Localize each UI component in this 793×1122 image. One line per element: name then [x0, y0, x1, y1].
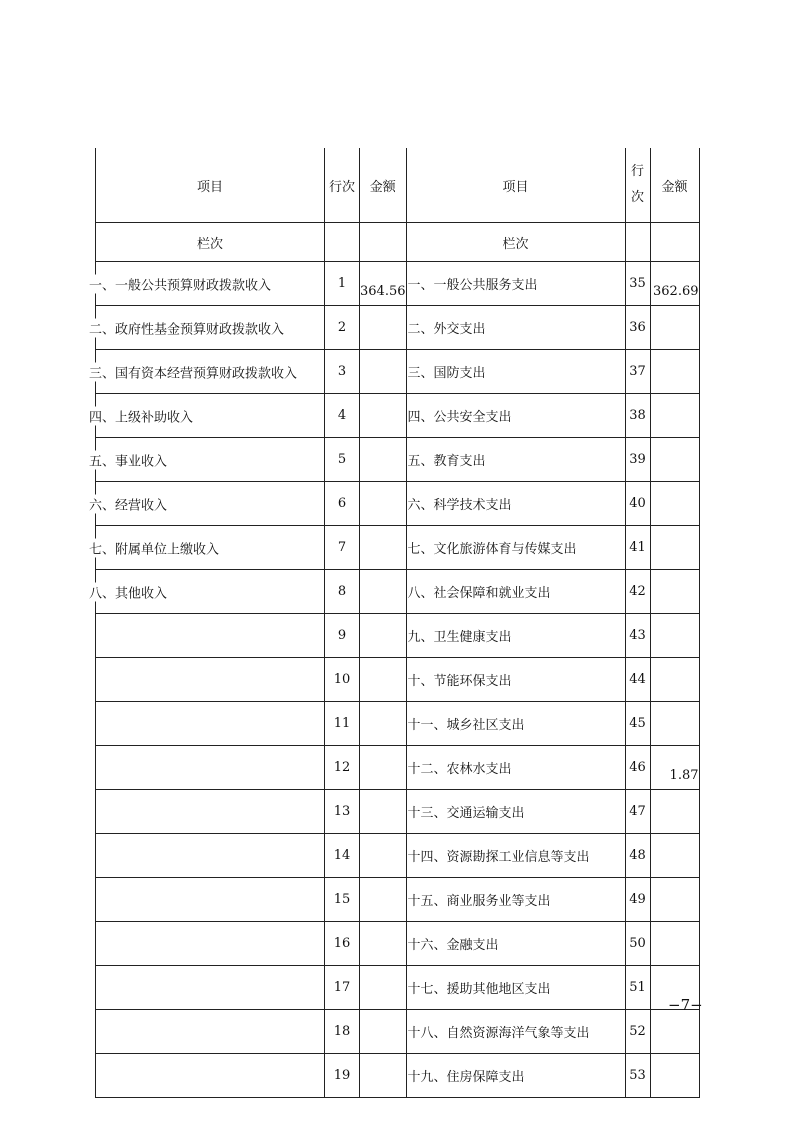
left-item-cell-text: 七、附属单位上缴收入 [89, 538, 219, 557]
left-line-no-cell-text: 18 [333, 1024, 351, 1039]
right-line-no-cell-text: 38 [629, 408, 646, 423]
table-row [96, 526, 700, 570]
right-line-no-cell [625, 306, 650, 350]
right-line-no-cell [625, 394, 650, 438]
right-item-cell-text: 二、外交支出 [407, 322, 486, 337]
left-item-cell [89, 570, 325, 614]
right-line-no-cell [625, 834, 650, 878]
right-amount-cell [650, 1054, 699, 1098]
left-line-no-cell [325, 966, 360, 1010]
left-item-cell [96, 614, 325, 658]
left-line-no-cell-text: 13 [333, 804, 351, 819]
left-amount-cell [360, 834, 407, 878]
right-item-cell-text: 十、节能环保支出 [407, 674, 512, 689]
left-item-cell [96, 834, 325, 878]
right-amount-cell [650, 526, 699, 570]
left-line-no-cell [325, 482, 360, 526]
column-label-empty [325, 223, 360, 262]
right-line-no-cell-text: 44 [629, 672, 646, 687]
left-item-cell [89, 350, 325, 394]
left-line-no-cell-text: 6 [337, 496, 347, 511]
left-line-no-cell [325, 878, 360, 922]
left-line-no-cell [325, 350, 360, 394]
left-line-no-cell-text: 14 [333, 848, 351, 863]
left-line-no-cell-text: 3 [337, 364, 347, 379]
right-line-no-cell [625, 570, 650, 614]
left-item-cell [89, 306, 325, 350]
right-line-no-cell [625, 614, 650, 658]
right-line-no-cell-text: 52 [629, 1024, 646, 1039]
budget-table [89, 148, 700, 1098]
right-line-no-cell [625, 658, 650, 702]
header-item-right: 项目 [406, 148, 625, 223]
left-amount-cell [360, 922, 407, 966]
right-line-no-cell [625, 746, 650, 790]
right-amount-cell-text: 1.87 [669, 768, 699, 783]
right-amount-cell [650, 702, 699, 746]
right-amount-cell [650, 878, 699, 922]
right-item-cell [406, 1054, 625, 1098]
table-row [96, 702, 700, 746]
table-row [96, 1010, 700, 1054]
right-item-cell-text: 九、卫生健康支出 [407, 630, 512, 645]
column-label: 栏次 [96, 223, 325, 262]
table-row [96, 306, 700, 350]
left-item-cell [96, 790, 325, 834]
right-item-cell [406, 922, 625, 966]
left-item-cell-text: 八、其他收入 [89, 582, 167, 601]
left-line-no-cell [325, 790, 360, 834]
left-amount-cell [360, 306, 407, 350]
right-item-cell-text: 十二、农林水支出 [407, 762, 512, 777]
right-amount-cell [650, 306, 699, 350]
column-label-right: 栏次 [406, 223, 625, 262]
left-line-no-cell [325, 922, 360, 966]
right-item-cell [406, 350, 625, 394]
left-item-cell [96, 702, 325, 746]
right-line-no-cell [625, 262, 650, 306]
table-row [96, 438, 700, 482]
left-amount-cell [360, 1054, 407, 1098]
right-item-cell [406, 878, 625, 922]
right-line-no-cell [625, 922, 650, 966]
left-item-cell [89, 482, 325, 526]
right-item-cell-text: 七、文化旅游体育与传媒支出 [407, 542, 577, 557]
right-item-cell-text: 十七、援助其他地区支出 [407, 982, 551, 997]
right-amount-cell [650, 482, 699, 526]
left-line-no-cell-text: 4 [337, 408, 347, 423]
right-item-cell [406, 262, 625, 306]
right-line-no-cell-text: 40 [629, 496, 646, 511]
right-item-cell-text: 十五、商业服务业等支出 [407, 894, 551, 909]
right-item-cell-text: 十三、交通运输支出 [407, 806, 525, 821]
right-line-no-cell [625, 966, 650, 1010]
left-item-cell [96, 1010, 325, 1054]
header-amount-right: 金额 [650, 148, 699, 223]
left-line-no-cell-text: 8 [337, 584, 347, 599]
right-item-cell [406, 658, 625, 702]
header-amount: 金额 [360, 148, 407, 223]
right-item-cell [406, 482, 625, 526]
table-row [96, 394, 700, 438]
right-item-cell-text: 八、社会保障和就业支出 [407, 586, 551, 601]
right-item-cell [406, 526, 625, 570]
table-row [96, 350, 700, 394]
left-line-no-cell [325, 1054, 360, 1098]
right-item-cell-text: 五、教育支出 [407, 454, 486, 469]
right-line-no-cell-text: 50 [629, 936, 646, 951]
table-row [96, 482, 700, 526]
table-row [96, 834, 700, 878]
table-header-row [96, 148, 700, 223]
column-label-empty [360, 223, 407, 262]
left-line-no-cell [325, 262, 360, 306]
right-line-no-cell [625, 526, 650, 570]
header-line-no: 行次 [325, 148, 360, 223]
right-line-no-cell-text: 48 [629, 848, 646, 863]
right-line-no-cell-text: 51 [629, 980, 646, 995]
header-item: 项目 [96, 148, 325, 223]
right-item-cell [406, 746, 625, 790]
left-line-no-cell-text: 9 [337, 628, 347, 643]
right-line-no-cell-text: 39 [629, 452, 646, 467]
left-amount-cell [360, 1010, 407, 1054]
right-line-no-cell [625, 1054, 650, 1098]
left-amount-cell [360, 570, 407, 614]
left-line-no-cell [325, 746, 360, 790]
right-line-no-cell-text: 43 [629, 628, 646, 643]
left-line-no-cell [325, 614, 360, 658]
right-item-cell-text: 十九、住房保障支出 [407, 1070, 525, 1085]
left-item-cell-text: 五、事业收入 [89, 450, 167, 469]
right-line-no-cell [625, 878, 650, 922]
right-line-no-cell [625, 1010, 650, 1054]
left-line-no-cell [325, 702, 360, 746]
left-item-cell [96, 878, 325, 922]
right-item-cell-text: 十六、金融支出 [407, 938, 499, 953]
left-line-no-cell-text: 7 [337, 540, 347, 555]
right-amount-cell [650, 746, 699, 790]
right-item-cell [406, 1010, 625, 1054]
right-item-cell-text: 四、公共安全支出 [407, 410, 512, 425]
table-row [96, 746, 700, 790]
left-item-cell [96, 966, 325, 1010]
right-amount-cell [650, 438, 699, 482]
right-line-no-cell-text: 42 [629, 584, 646, 599]
table-row [96, 570, 700, 614]
right-line-no-cell-text: 35 [629, 276, 646, 291]
left-item-cell [89, 394, 325, 438]
right-line-no-cell-text: 37 [629, 364, 646, 379]
right-item-cell [406, 614, 625, 658]
right-item-cell-text: 十一、城乡社区支出 [407, 718, 525, 733]
left-amount-cell [360, 878, 407, 922]
left-line-no-cell-text: 2 [337, 320, 347, 335]
right-amount-cell [650, 658, 699, 702]
table-row [96, 922, 700, 966]
right-amount-cell [650, 570, 699, 614]
left-item-cell [96, 1054, 325, 1098]
left-amount-cell [360, 394, 407, 438]
right-amount-cell [650, 922, 699, 966]
right-line-no-cell-text: 47 [629, 804, 646, 819]
table-row [96, 614, 700, 658]
left-item-cell [89, 262, 325, 306]
right-amount-cell [650, 394, 699, 438]
left-amount-cell [360, 350, 407, 394]
right-item-cell [406, 306, 625, 350]
right-line-no-cell-text: 53 [629, 1068, 646, 1083]
left-line-no-cell-text: 5 [337, 452, 347, 467]
left-amount-cell [360, 702, 407, 746]
left-amount-cell [360, 438, 407, 482]
column-label-empty [650, 223, 699, 262]
table-row [96, 878, 700, 922]
right-line-no-cell-text: 45 [629, 716, 646, 731]
right-item-cell [406, 790, 625, 834]
left-line-no-cell [325, 394, 360, 438]
right-amount-cell [650, 1010, 699, 1054]
right-line-no-cell [625, 702, 650, 746]
left-item-cell [96, 922, 325, 966]
left-line-no-cell [325, 1010, 360, 1054]
right-line-no-cell-text: 49 [629, 892, 646, 907]
right-amount-cell-text: 362.69 [653, 284, 699, 299]
right-amount-cell [650, 262, 699, 306]
table-row [96, 790, 700, 834]
left-item-cell-text: 六、经营收入 [89, 494, 167, 513]
right-line-no-cell-text: 46 [629, 760, 646, 775]
left-item-cell [89, 438, 325, 482]
table-row [96, 658, 700, 702]
right-line-no-cell-text: 36 [629, 320, 646, 335]
left-amount-cell [360, 746, 407, 790]
left-amount-cell [360, 966, 407, 1010]
left-line-no-cell-text: 17 [333, 980, 351, 995]
right-item-cell [406, 394, 625, 438]
right-item-cell [406, 966, 625, 1010]
left-amount-cell [360, 482, 407, 526]
right-amount-cell [650, 614, 699, 658]
left-line-no-cell-text: 11 [333, 716, 351, 731]
right-item-cell [406, 438, 625, 482]
right-amount-cell [650, 790, 699, 834]
left-amount-cell [360, 262, 407, 306]
left-line-no-cell-text: 19 [333, 1068, 351, 1083]
right-item-cell-text: 十八、自然资源海洋气象等支出 [407, 1026, 590, 1041]
left-line-no-cell [325, 570, 360, 614]
page-number: −7− [668, 996, 703, 1014]
right-amount-cell [650, 350, 699, 394]
left-line-no-cell-text: 1 [337, 276, 347, 291]
header-line-no-right [625, 148, 650, 223]
table-row [96, 262, 700, 306]
left-line-no-cell-text: 16 [333, 936, 351, 951]
right-item-cell [406, 834, 625, 878]
column-label-row [96, 223, 700, 262]
left-line-no-cell [325, 834, 360, 878]
right-item-cell [406, 702, 625, 746]
left-item-cell [96, 658, 325, 702]
left-amount-cell [360, 658, 407, 702]
right-item-cell-text: 三、国防支出 [407, 366, 486, 381]
left-item-cell [89, 526, 325, 570]
left-line-no-cell [325, 526, 360, 570]
table-row [96, 1054, 700, 1098]
header-line-no-right-text: 行次 [630, 164, 644, 205]
left-item-cell [96, 746, 325, 790]
right-item-cell-text: 一、一般公共服务支出 [407, 278, 538, 293]
right-item-cell-text: 六、科学技术支出 [407, 498, 512, 513]
left-item-cell-text: 一、一般公共预算财政拨款收入 [89, 274, 271, 293]
left-amount-cell-text: 364.56 [360, 284, 406, 299]
right-amount-cell [650, 834, 699, 878]
table-row [96, 966, 700, 1010]
right-line-no-cell [625, 790, 650, 834]
right-item-cell [406, 570, 625, 614]
right-line-no-cell-text: 41 [629, 540, 646, 555]
column-label-empty [625, 223, 650, 262]
left-line-no-cell [325, 306, 360, 350]
right-line-no-cell [625, 438, 650, 482]
left-line-no-cell [325, 438, 360, 482]
left-line-no-cell-text: 12 [333, 760, 351, 775]
right-line-no-cell [625, 350, 650, 394]
left-line-no-cell-text: 15 [333, 892, 351, 907]
left-line-no-cell [325, 658, 360, 702]
right-item-cell-text: 十四、资源勘探工业信息等支出 [407, 850, 590, 865]
left-item-cell-text: 二、政府性基金预算财政拨款收入 [89, 318, 284, 337]
right-line-no-cell [625, 482, 650, 526]
left-line-no-cell-text: 10 [333, 672, 351, 687]
left-item-cell-text: 四、上级补助收入 [89, 406, 193, 425]
left-amount-cell [360, 614, 407, 658]
left-amount-cell [360, 526, 407, 570]
left-item-cell-text: 三、国有资本经营预算财政拨款收入 [89, 362, 297, 381]
left-amount-cell [360, 790, 407, 834]
